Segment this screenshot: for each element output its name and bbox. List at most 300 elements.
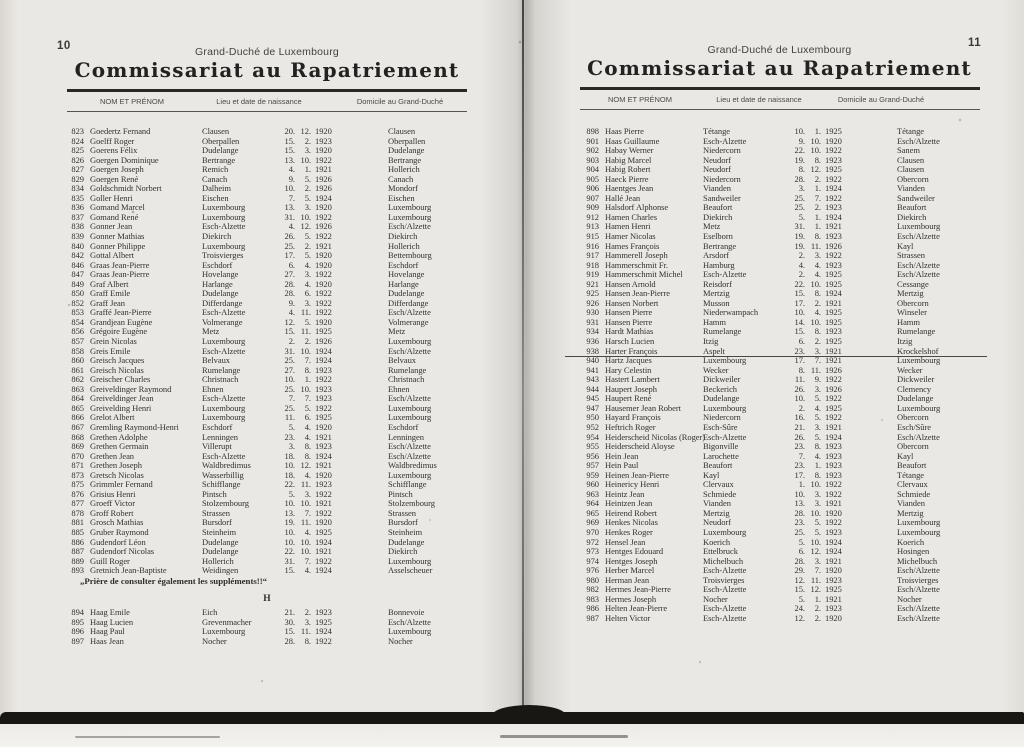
date-part: 11. <box>284 412 295 423</box>
entry-birthplace: Luxembourg <box>202 412 246 423</box>
entry-name: Grelot Albert <box>90 412 135 423</box>
date-part: 10. <box>794 307 805 318</box>
entry-name: Hammerschmit Fr. <box>605 259 668 270</box>
date-part: 7. <box>814 192 821 203</box>
entry-name: Goedertz Fernand <box>90 126 151 136</box>
date-part: 2. <box>304 336 311 347</box>
entry-number: 982 <box>586 584 599 595</box>
column-headers <box>535 95 1024 107</box>
entry-birthplace: Diekirch <box>202 231 232 242</box>
date-part: 1922 <box>315 211 332 222</box>
date-part: 1. <box>814 211 821 222</box>
date-part: 22. <box>284 479 295 490</box>
entry-number: 825 <box>71 145 84 156</box>
entry-name: Hermes Jean-Pierre <box>605 584 671 595</box>
date-part: 10. <box>300 345 311 356</box>
entry-birthplace: Kayl <box>703 469 720 480</box>
entry-birthplace: Eschdorf <box>202 259 233 270</box>
date-part: 21. <box>794 421 805 432</box>
entry-name: Goller Henri <box>90 192 133 203</box>
entry-domicile: Dudelange <box>388 145 425 156</box>
date-part: 1923 <box>825 450 842 461</box>
entry-name: Graff Emile <box>90 288 131 299</box>
entry-domicile: Obercorn <box>897 441 929 452</box>
date-part: 8. <box>814 231 821 242</box>
entry-name: Goergen Dominique <box>90 154 159 165</box>
date-part: 22. <box>284 546 295 557</box>
date-part: 10. <box>810 145 821 156</box>
entry-birthplace: Troisvierges <box>703 574 745 585</box>
date-part: 2. <box>304 183 311 194</box>
entry-name: Groeff Victor <box>90 498 136 509</box>
date-part: 11. <box>810 364 821 375</box>
entry-birthplace: Dalheim <box>202 183 231 194</box>
entry-name: Grein Nicolas <box>90 336 137 347</box>
entry-birthplace: Troisvierges <box>202 250 244 261</box>
entry-domicile: Esch/Alzette <box>897 612 940 623</box>
entry-name: Halsdorf Alphonse <box>605 202 669 213</box>
date-part: 5. <box>304 250 311 261</box>
entry-name: Gruber Raymond <box>90 526 149 537</box>
entry-number: 871 <box>71 460 84 471</box>
title-rule <box>67 89 467 92</box>
entry-number: 943 <box>586 374 599 385</box>
entry-birthplace: Christnach <box>202 374 239 385</box>
date-part: 4. <box>814 307 821 318</box>
entry-number: 823 <box>71 126 84 136</box>
date-part: 1926 <box>315 183 332 194</box>
entry-birthplace: Dudelange <box>202 536 239 547</box>
entry-name: Haentges Jean <box>605 183 654 194</box>
entry-domicile: Tétange <box>897 126 925 136</box>
date-part: 1924 <box>315 450 332 461</box>
entry-number: 904 <box>586 164 599 175</box>
entry-number: 889 <box>71 555 84 566</box>
entry-domicile: Ehnen <box>388 383 410 394</box>
date-part: 7. <box>288 393 295 404</box>
date-part: 1921 <box>315 546 332 557</box>
date-part: 1920 <box>825 135 842 146</box>
column-header-name: NOM ET PRÉNOM <box>607 95 673 104</box>
date-part: 11. <box>300 326 311 337</box>
date-part: 1925 <box>825 126 842 136</box>
date-part: 9. <box>288 297 295 308</box>
date-part: 3. <box>814 345 821 356</box>
date-part: 1923 <box>825 441 842 452</box>
date-part: 1922 <box>825 173 842 184</box>
entry-domicile: Krockelshof <box>897 345 939 356</box>
entry-name: Hein Jean <box>605 450 639 461</box>
entry-number: 976 <box>586 565 599 576</box>
entry-number: 905 <box>586 173 599 184</box>
entry-domicile: Esch/Alzette <box>897 584 940 595</box>
entry-name: Hansen Arnold <box>605 278 656 289</box>
entry-number: 896 <box>71 626 84 637</box>
running-head: Grand-Duché de Luxembourg <box>195 46 339 58</box>
date-part: 25. <box>794 202 805 213</box>
entry-birthplace: Neudorf <box>703 154 731 165</box>
date-part: 5. <box>304 316 311 327</box>
entry-birthplace: Luxembourg <box>703 526 747 537</box>
entry-birthplace: Nocher <box>703 593 728 604</box>
entry-number: 858 <box>71 345 84 356</box>
entry-name: Hansen Norbert <box>605 297 659 308</box>
entry-name: Heiderscheid Nicolas (Roger) <box>605 431 706 442</box>
entry-domicile: Esch/Alzette <box>897 269 940 280</box>
date-part: 1923 <box>825 526 842 537</box>
entry-name: Harsch Lucien <box>605 336 655 347</box>
date-part: 1921 <box>825 221 842 232</box>
date-part: 1926 <box>825 240 842 251</box>
date-part: 1924 <box>315 565 332 576</box>
date-part: 10. <box>300 154 311 165</box>
entry-name: Graf Albert <box>90 278 129 289</box>
entry-domicile: Oberpallen <box>388 135 426 146</box>
date-part: 1920 <box>825 612 842 623</box>
column-headers <box>20 97 514 109</box>
date-part: 1924 <box>825 546 842 557</box>
date-part: 1925 <box>825 402 842 413</box>
entry-number: 925 <box>586 288 599 299</box>
column-header-domicile: Domicile au Grand-Duché <box>837 95 925 104</box>
date-part: 1923 <box>315 364 332 375</box>
date-part: 1923 <box>825 154 842 165</box>
entry-name: Gottal Albert <box>90 250 134 261</box>
date-part: 1922 <box>315 269 332 280</box>
date-part: 25. <box>794 192 805 203</box>
date-part: 1925 <box>315 326 332 337</box>
date-part: 5. <box>798 593 805 604</box>
date-part: 1923 <box>315 607 332 617</box>
entry-name: Greisch Jacques <box>90 355 145 366</box>
entry-number: 969 <box>586 517 599 528</box>
entry-number: 886 <box>71 536 84 547</box>
entry-number: 916 <box>586 240 599 251</box>
entry-birthdate <box>269 232 349 241</box>
entry-number: 873 <box>71 469 84 480</box>
entry-number: 847 <box>71 269 84 280</box>
date-part: 27. <box>284 364 295 375</box>
entry-name: Goergen Joseph <box>90 164 144 175</box>
entry-birthplace: Ehnen <box>202 383 224 394</box>
date-part: 25. <box>284 402 295 413</box>
date-part: 1921 <box>825 555 842 566</box>
entry-domicile: Esch/Sûre <box>897 421 932 432</box>
entry-domicile: Strassen <box>897 250 925 261</box>
entry-number: 863 <box>71 383 84 394</box>
date-part: 12. <box>300 221 311 232</box>
entry-number: 853 <box>71 307 84 318</box>
entry-name: Greisch Nicolas <box>90 364 144 375</box>
entry-number: 834 <box>71 183 84 194</box>
entry-name: Hansen Pierre <box>605 316 653 327</box>
entry-number: 881 <box>71 517 84 528</box>
entry-number: 870 <box>71 450 84 461</box>
date-part: 1920 <box>315 259 332 270</box>
date-part: 10. <box>810 135 821 146</box>
date-part: 6. <box>798 336 805 347</box>
entry-birthplace: Hollerich <box>202 555 234 566</box>
date-part: 4. <box>304 469 311 480</box>
date-part: 1922 <box>825 488 842 499</box>
entry-domicile: Esch/Alzette <box>897 231 940 242</box>
date-part: 1920 <box>315 278 332 289</box>
entry-name: Hammerschmit Michel <box>605 269 683 280</box>
column-header-birth: Lieu et date de naissance <box>216 97 302 106</box>
date-part: 1920 <box>825 507 842 518</box>
entry-number: 893 <box>71 565 84 576</box>
entry-name: Grisius Henri <box>90 488 136 499</box>
date-part: 1. <box>814 460 821 471</box>
entry-name: Haupert Joseph <box>605 383 657 394</box>
entry-name: Greischer Charles <box>90 374 151 385</box>
date-part: 1921 <box>315 240 332 251</box>
date-part: 31. <box>794 221 805 232</box>
column-header-name: NOM ET PRÉNOM <box>99 97 165 106</box>
date-part: 1923 <box>825 460 842 471</box>
entry-domicile: Beaufort <box>897 202 927 213</box>
entry-birthplace: Strassen <box>202 507 230 518</box>
entry-domicile: Luxembourg <box>388 555 432 566</box>
date-part: 22. <box>794 145 805 156</box>
entry-domicile: Bonnevoie <box>388 607 425 617</box>
entry-domicile: Differdange <box>388 297 429 308</box>
date-part: 4. <box>304 526 311 537</box>
date-part: 1924 <box>825 183 842 194</box>
entry-number: 934 <box>586 326 599 337</box>
date-part: 1. <box>798 479 805 490</box>
date-part: 3. <box>304 202 311 213</box>
entry-birthplace: Wasserbillig <box>202 469 244 480</box>
entry-name: Hames François <box>605 240 660 251</box>
date-part: 10. <box>794 488 805 499</box>
date-part: 1922 <box>315 154 332 165</box>
entry-number: 974 <box>586 555 599 566</box>
date-part: 1923 <box>315 393 332 404</box>
entry-birthplace: Belvaux <box>202 355 230 366</box>
entry-name: Hartz Jacques <box>605 355 652 366</box>
entry-name: Grimmler Fernand <box>90 479 153 490</box>
entry-name: Hentges Edouard <box>605 546 664 557</box>
entry-number: 876 <box>71 488 84 499</box>
entry-birthplace: Beaufort <box>703 202 733 213</box>
date-part: 11. <box>300 517 311 528</box>
date-part: 1924 <box>825 211 842 222</box>
page-number-left: 10 <box>57 40 71 52</box>
date-part: 19. <box>284 517 295 528</box>
entry-number: 912 <box>586 211 599 222</box>
date-part: 3. <box>304 145 311 156</box>
date-part: 1. <box>814 183 821 194</box>
date-part: 1923 <box>825 469 842 480</box>
entry-birthplace: Dudelange <box>202 145 239 156</box>
date-part: 3. <box>814 250 821 261</box>
entry-birthplace: Metz <box>703 221 721 232</box>
entry-birthplace: Hamm <box>703 316 726 327</box>
date-part: 2. <box>814 202 821 213</box>
entry-name: Gomand René <box>90 211 139 222</box>
date-part: 27. <box>284 269 295 280</box>
date-part: 3. <box>814 498 821 509</box>
entry-birthplace: Luxembourg <box>202 336 246 347</box>
entry-name: Habig Robert <box>605 164 651 175</box>
date-part: 12. <box>300 460 311 471</box>
entry-number: 865 <box>71 402 84 413</box>
entry-number: 877 <box>71 498 84 509</box>
entry-birthplace: Rumelange <box>703 326 742 337</box>
entry-name: Hermes Joseph <box>605 593 657 604</box>
entry-birthplace: Itzig <box>703 336 719 347</box>
entry-number: 829 <box>71 173 84 184</box>
entry-domicile: Hovelange <box>388 269 425 280</box>
date-part: 3. <box>814 555 821 566</box>
date-part: 6. <box>798 546 805 557</box>
entry-name: Haas Jean <box>90 635 124 646</box>
date-part: 13. <box>284 507 295 518</box>
entry-domicile: Nocher <box>897 593 922 604</box>
entry-name: Hamen Charles <box>605 211 657 222</box>
entry-number: 964 <box>586 498 599 509</box>
entry-domicile: Rumelange <box>897 326 936 337</box>
entry-birthplace: Mertzig <box>703 507 730 518</box>
entry-domicile: Luxembourg <box>388 412 432 423</box>
entry-domicile: Lenningen <box>388 431 424 442</box>
date-part: 18. <box>284 450 295 461</box>
entry-name: Henkes Roger <box>605 526 653 537</box>
date-part: 1920 <box>315 421 332 432</box>
entry-number: 856 <box>71 326 84 337</box>
entry-number: 887 <box>71 546 84 557</box>
entry-domicile: Dudelange <box>388 288 425 299</box>
date-part: 11. <box>810 574 821 585</box>
entry-domicile: Luxembourg <box>897 517 941 528</box>
entries-table-g <box>20 127 490 576</box>
date-part: 1920 <box>315 316 332 327</box>
entry-name: Grethen Joseph <box>90 460 142 471</box>
date-part: 14. <box>794 316 805 327</box>
entry-number: 897 <box>71 635 84 646</box>
entry-name: Hentges Joseph <box>605 555 658 566</box>
entry-domicile: Vianden <box>897 498 925 509</box>
date-part: 1926 <box>315 173 332 184</box>
date-part: 1926 <box>825 364 842 375</box>
entry-number: 898 <box>586 126 599 136</box>
entry-name: Hensel Jean <box>605 536 646 547</box>
table-row <box>20 566 490 576</box>
entry-name: Hansen Jean-Pierre <box>605 288 670 299</box>
entry-name: Hammerell Joseph <box>605 250 668 261</box>
entry-number: 960 <box>586 479 599 490</box>
entry-number: 907 <box>586 192 599 203</box>
scan-edge-shadow <box>0 712 1024 724</box>
date-part: 4. <box>304 565 311 576</box>
entry-domicile: Canach <box>388 173 414 184</box>
entry-birthdate <box>779 423 859 432</box>
column-header-birth: Lieu et date de naissance <box>716 95 802 104</box>
entry-birthplace: Canach <box>202 173 228 184</box>
date-part: 1924 <box>315 192 332 203</box>
date-part: 2. <box>798 250 805 261</box>
entry-name: Haas Pierre <box>605 126 644 136</box>
date-part: 1923 <box>825 603 842 614</box>
entry-birthplace: Stolzembourg <box>202 498 249 509</box>
entry-name: Henkes Nicolas <box>605 517 658 528</box>
entry-domicile: Itzig <box>897 336 913 347</box>
date-part: 19. <box>794 154 805 165</box>
date-part: 1920 <box>315 469 332 480</box>
entry-birthplace: Esch-Alzette <box>202 393 246 404</box>
date-part: 10. <box>810 507 821 518</box>
date-part: 1922 <box>315 555 332 566</box>
entry-domicile: Hollerich <box>388 240 420 251</box>
entry-domicile: Diekirch <box>388 231 418 242</box>
date-part: 28. <box>794 173 805 184</box>
entry-number: 850 <box>71 288 84 299</box>
entry-birthplace: Niedercorn <box>703 173 741 184</box>
entry-birthplace: Arsdorf <box>703 250 730 261</box>
entry-name: Greiveldinger Jean <box>90 393 154 404</box>
date-part: 1925 <box>315 526 332 537</box>
entry-domicile: Luxembourg <box>388 336 432 347</box>
entry-domicile: Dudelange <box>388 536 425 547</box>
entry-birthplace: Grevenmacher <box>202 616 252 627</box>
entry-birthplace: Esch-Alzette <box>703 135 747 146</box>
date-part: 31. <box>284 345 295 356</box>
date-part: 10. <box>300 536 311 547</box>
entry-birthplace: Hamburg <box>703 259 735 270</box>
date-part: 7. <box>814 565 821 576</box>
entry-domicile: Waldbredimus <box>388 460 437 471</box>
date-part: 2. <box>814 603 821 614</box>
date-part: 18. <box>284 469 295 480</box>
date-part: 12. <box>810 164 821 175</box>
date-part: 1922 <box>825 393 842 404</box>
entry-name: Guill Roger <box>90 555 130 566</box>
date-part: 5. <box>814 526 821 537</box>
date-part: 7. <box>798 450 805 461</box>
date-part: 1921 <box>825 355 842 366</box>
date-part: 19. <box>794 240 805 251</box>
date-part: 20. <box>284 126 295 136</box>
entry-birthdate <box>779 232 859 241</box>
entry-name: Goergen René <box>90 173 139 184</box>
entry-number: 930 <box>586 307 599 318</box>
date-part: 10. <box>284 498 295 509</box>
date-part: 5. <box>814 393 821 404</box>
date-part: 3. <box>798 183 805 194</box>
entry-number: 918 <box>586 259 599 270</box>
entry-name: Hamen Henri <box>605 221 651 232</box>
entry-birthplace: Bertrange <box>202 154 236 165</box>
entry-number: 987 <box>586 612 599 623</box>
entry-domicile: Esch/Alzette <box>897 135 940 146</box>
entry-birthdate <box>269 608 349 617</box>
date-part: 25. <box>284 240 295 251</box>
date-part: 3. <box>304 616 311 627</box>
entry-name: Graas Jean-Pierre <box>90 259 150 270</box>
date-part: 8. <box>304 364 311 375</box>
entry-birthplace: Esch-Alzette <box>202 221 246 232</box>
entry-domicile: Esch/Alzette <box>897 603 940 614</box>
entry-number: 854 <box>71 316 84 327</box>
entry-domicile: Luxembourg <box>897 526 941 537</box>
entry-birthplace: Steinheim <box>202 526 237 537</box>
entry-birthplace: Vianden <box>703 498 731 509</box>
entry-birthplace: Neudorf <box>703 517 731 528</box>
date-part: 23. <box>794 460 805 471</box>
date-part: 3. <box>304 488 311 499</box>
date-part: 1924 <box>315 345 332 356</box>
